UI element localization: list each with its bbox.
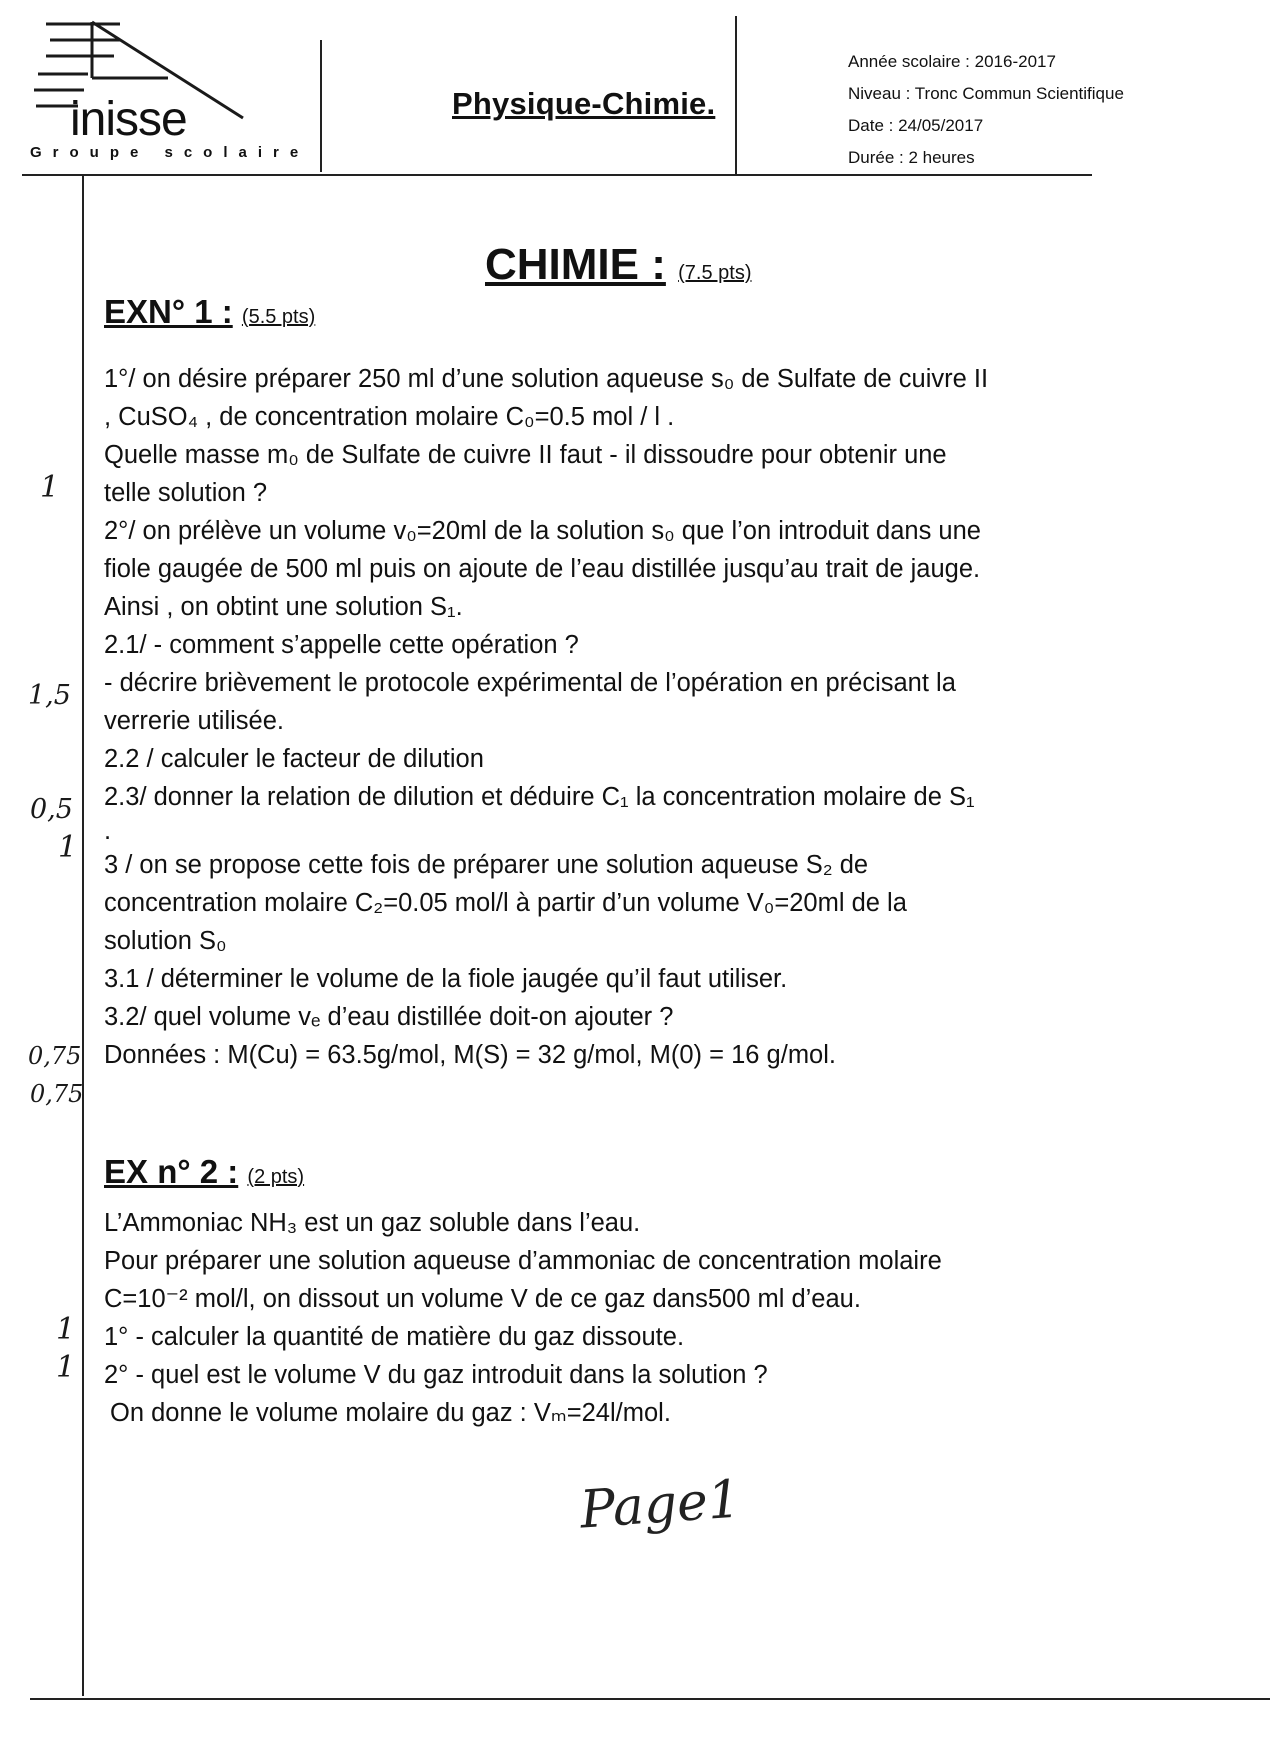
ex2-line: L’Ammoniac NH₃ est un gaz soluble dans l’eau.: [104, 1209, 641, 1237]
ex1-line: - décrire brièvement le protocole expérimental de l’opération en précisant la: [104, 669, 956, 697]
logo-subtitle: Groupe scolaire: [30, 144, 310, 161]
header-divider-left: [320, 40, 322, 172]
ex1-line: 3 / on se propose cette fois de préparer une solution aqueuse S₂ de: [104, 851, 869, 879]
header-divider-right: [735, 16, 737, 174]
ex1-line: 2.1/ - comment s’appelle cette opération ?: [104, 631, 579, 659]
ex1-line: 3.2/ quel volume vₑ d’eau distillée doit-on ajouter ?: [104, 1003, 674, 1031]
info-duration: Durée : 2 heures: [848, 148, 975, 167]
ex1-line: 2.3/ donner la relation de dilution et déduire C₁ la concentration molaire de S₁: [104, 783, 975, 811]
ex1-line: 2.2 / calculer le facteur de dilution: [104, 745, 484, 773]
exercise-2-body: [104, 1204, 942, 1432]
ex1-line: Ainsi , on obtint une solution S₁.: [104, 593, 463, 621]
logo-name: inisse: [70, 93, 187, 146]
ex1-line: verrerie utilisée.: [104, 707, 284, 735]
ex2-line: On donne le volume molaire du gaz : Vₘ=24l/mol.: [110, 1399, 671, 1427]
ex1-line: Quelle masse m₀ de Sulfate de cuivre II faut - il dissoudre pour obtenir une: [104, 441, 947, 469]
page-signature: Page1: [578, 1469, 743, 1541]
ex1-line: solution S₀: [104, 927, 227, 955]
exercise-1-points: (5.5 pts): [241, 306, 316, 328]
ex1-line: 1°/ on désire préparer 250 ml d’une solution aqueuse s₀ de Sulfate de cuivre II: [104, 365, 989, 393]
exercise-2-heading: [104, 1153, 304, 1191]
ex1-line: fiole gaugée de 500 ml puis on ajoute de l’eau distillée jusqu’au trait de jauge.: [104, 555, 981, 583]
ex1-line: 2°/ on prélève un volume v₀=20ml de la solution s₀ que l’on introduit dans une: [104, 517, 981, 545]
margin-grade-note: 0,75: [28, 1042, 82, 1070]
margin-grade-note: 1: [56, 1312, 76, 1347]
left-margin-rule: [82, 176, 84, 1696]
exercise-2-title: EX n° 2 :: [104, 1153, 239, 1190]
header-bottom-rule: [22, 174, 1092, 176]
exercise-2-points: (2 pts): [247, 1166, 305, 1188]
exercise-1-title: EXN° 1 :: [104, 293, 233, 330]
info-date: Date : 24/05/2017: [848, 116, 984, 135]
section-points: (7.5 pts): [678, 262, 752, 284]
info-level: Niveau : Tronc Commun Scientifique: [848, 84, 1124, 103]
margin-grade-note: 0,5: [30, 794, 73, 825]
exam-info: [848, 46, 1124, 174]
ex1-line: , CuSO₄ , de concentration molaire C₀=0.5 mol / l .: [104, 403, 675, 431]
ex2-line: C=10⁻² mol/l, on dissout un volume V de ce gaz dans500 ml d’eau.: [104, 1285, 861, 1313]
ex1-line: concentration molaire C₂=0.05 mol/l à partir d’un volume V₀=20ml de la: [104, 889, 907, 917]
ex2-line: Pour préparer une solution aqueuse d’ammoniac de concentration molaire: [104, 1247, 942, 1275]
exercise-1-heading: [104, 293, 315, 331]
ex2-line: 2° - quel est le volume V du gaz introduit dans la solution ?: [104, 1361, 768, 1389]
exercise-1-body: [104, 360, 988, 1074]
section-title: CHIMIE :: [485, 240, 666, 289]
margin-grade-note: 1,5: [28, 680, 71, 711]
ex1-line: 3.1 / déterminer le volume de la fiole jaugée qu’il faut utiliser.: [104, 965, 788, 993]
ex2-line: 1° - calculer la quantité de matière du gaz dissoute.: [104, 1323, 685, 1351]
info-school-year: Année scolaire : 2016-2017: [848, 52, 1056, 71]
margin-grade-note: 1: [56, 1350, 76, 1385]
ex1-line: Données : M(Cu) = 63.5g/mol, M(S) = 32 g/mol, M(0) = 16 g/mol.: [104, 1041, 836, 1069]
margin-grade-note: 1: [58, 830, 78, 865]
ex1-line: .: [104, 817, 112, 845]
margin-grade-note: 0,75: [30, 1080, 84, 1108]
margin-grade-note: 1: [40, 470, 60, 505]
ex1-line: telle solution ?: [104, 479, 268, 507]
footer-rule: [30, 1698, 1270, 1700]
subject-title: Physique-Chimie.: [452, 86, 716, 121]
section-heading: [485, 240, 751, 290]
